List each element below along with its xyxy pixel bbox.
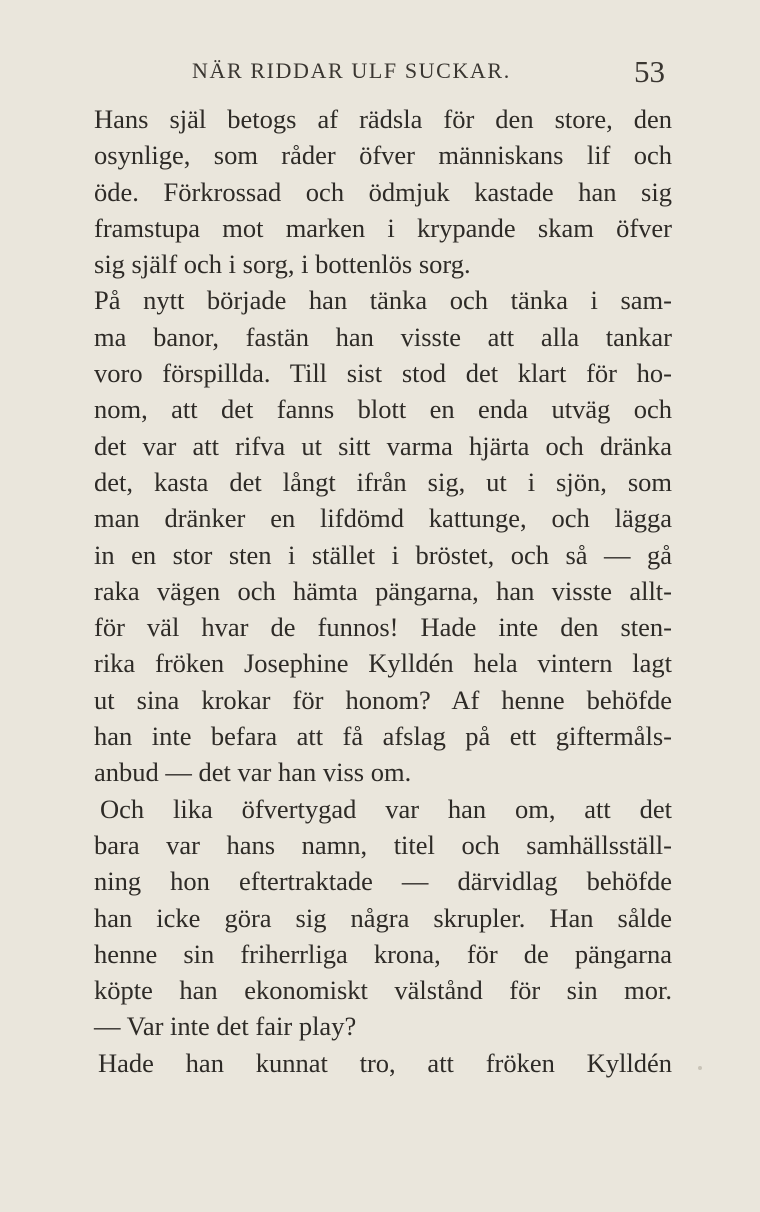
running-header — [0, 52, 760, 92]
text-line: rika fröken Josephine Kylldén hela vintern lagt — [94, 648, 672, 679]
text-line: Hans själ betogs af rädsla för den store, den — [94, 104, 672, 134]
text-line: ut sina krokar för honom? Af henne behöfde — [94, 684, 672, 715]
page-number: 53 — [634, 54, 665, 89]
text-line: in en stor sten i stället i bröstet, och så — gå — [94, 539, 672, 570]
text-line: Hade han kunnat tro, att fröken Kylldén — [98, 1047, 672, 1078]
text-line: öde. Förkrossad och ödmjuk kastade han sig — [94, 176, 672, 207]
body-text — [94, 101, 672, 1081]
text-line: han icke göra sig några skrupler. Han sålde — [94, 902, 672, 933]
text-line: framstupa mot marken i krypande skam öfver — [94, 212, 672, 243]
text-line: sig själf och i sorg, i bottenlös sorg. — [94, 249, 471, 280]
text-line: det, kasta det långt ifrån sig, ut i sjön, som — [94, 466, 672, 497]
text-line: Och lika öfvertygad var han om, att det — [100, 793, 672, 824]
text-line: anbud — det var han viss om. — [94, 757, 412, 788]
text-line: — Var inte det fair play? — [94, 1011, 357, 1042]
text-line: På nytt började han tänka och tänka i sam- — [94, 285, 672, 316]
text-line: han inte befara att få afslag på ett giftermåls- — [94, 721, 672, 752]
running-title: NÄR RIDDAR ULF SUCKAR. — [192, 58, 511, 83]
text-line: raka vägen och hämta pängarna, han visste allt- — [94, 575, 672, 606]
text-line: ning hon eftertraktade — därvidlag behöfde — [94, 866, 672, 897]
text-line: man dränker en lifdömd kattunge, och lägga — [94, 503, 672, 534]
text-line: för väl hvar de funnos! Hade inte den sten- — [94, 612, 672, 643]
text-line: osynlige, som råder öfver människans lif och — [94, 140, 672, 171]
paper-speck — [698, 1066, 702, 1070]
text-line: köpte han ekonomiskt välstånd för sin mor. — [94, 975, 672, 1006]
text-line: bara var hans namn, titel och samhällsställ- — [94, 829, 672, 860]
text-line: voro förspillda. Till sist stod det klart för ho- — [94, 358, 672, 389]
text-line: det var att rifva ut sitt varma hjärta och dränka — [94, 430, 672, 461]
text-line: nom, att det fanns blott en enda utväg och — [94, 394, 672, 425]
text-line: henne sin friherrliga krona, för de pängarna — [94, 938, 672, 969]
text-line: ma banor, fastän han visste att alla tankar — [94, 321, 672, 352]
